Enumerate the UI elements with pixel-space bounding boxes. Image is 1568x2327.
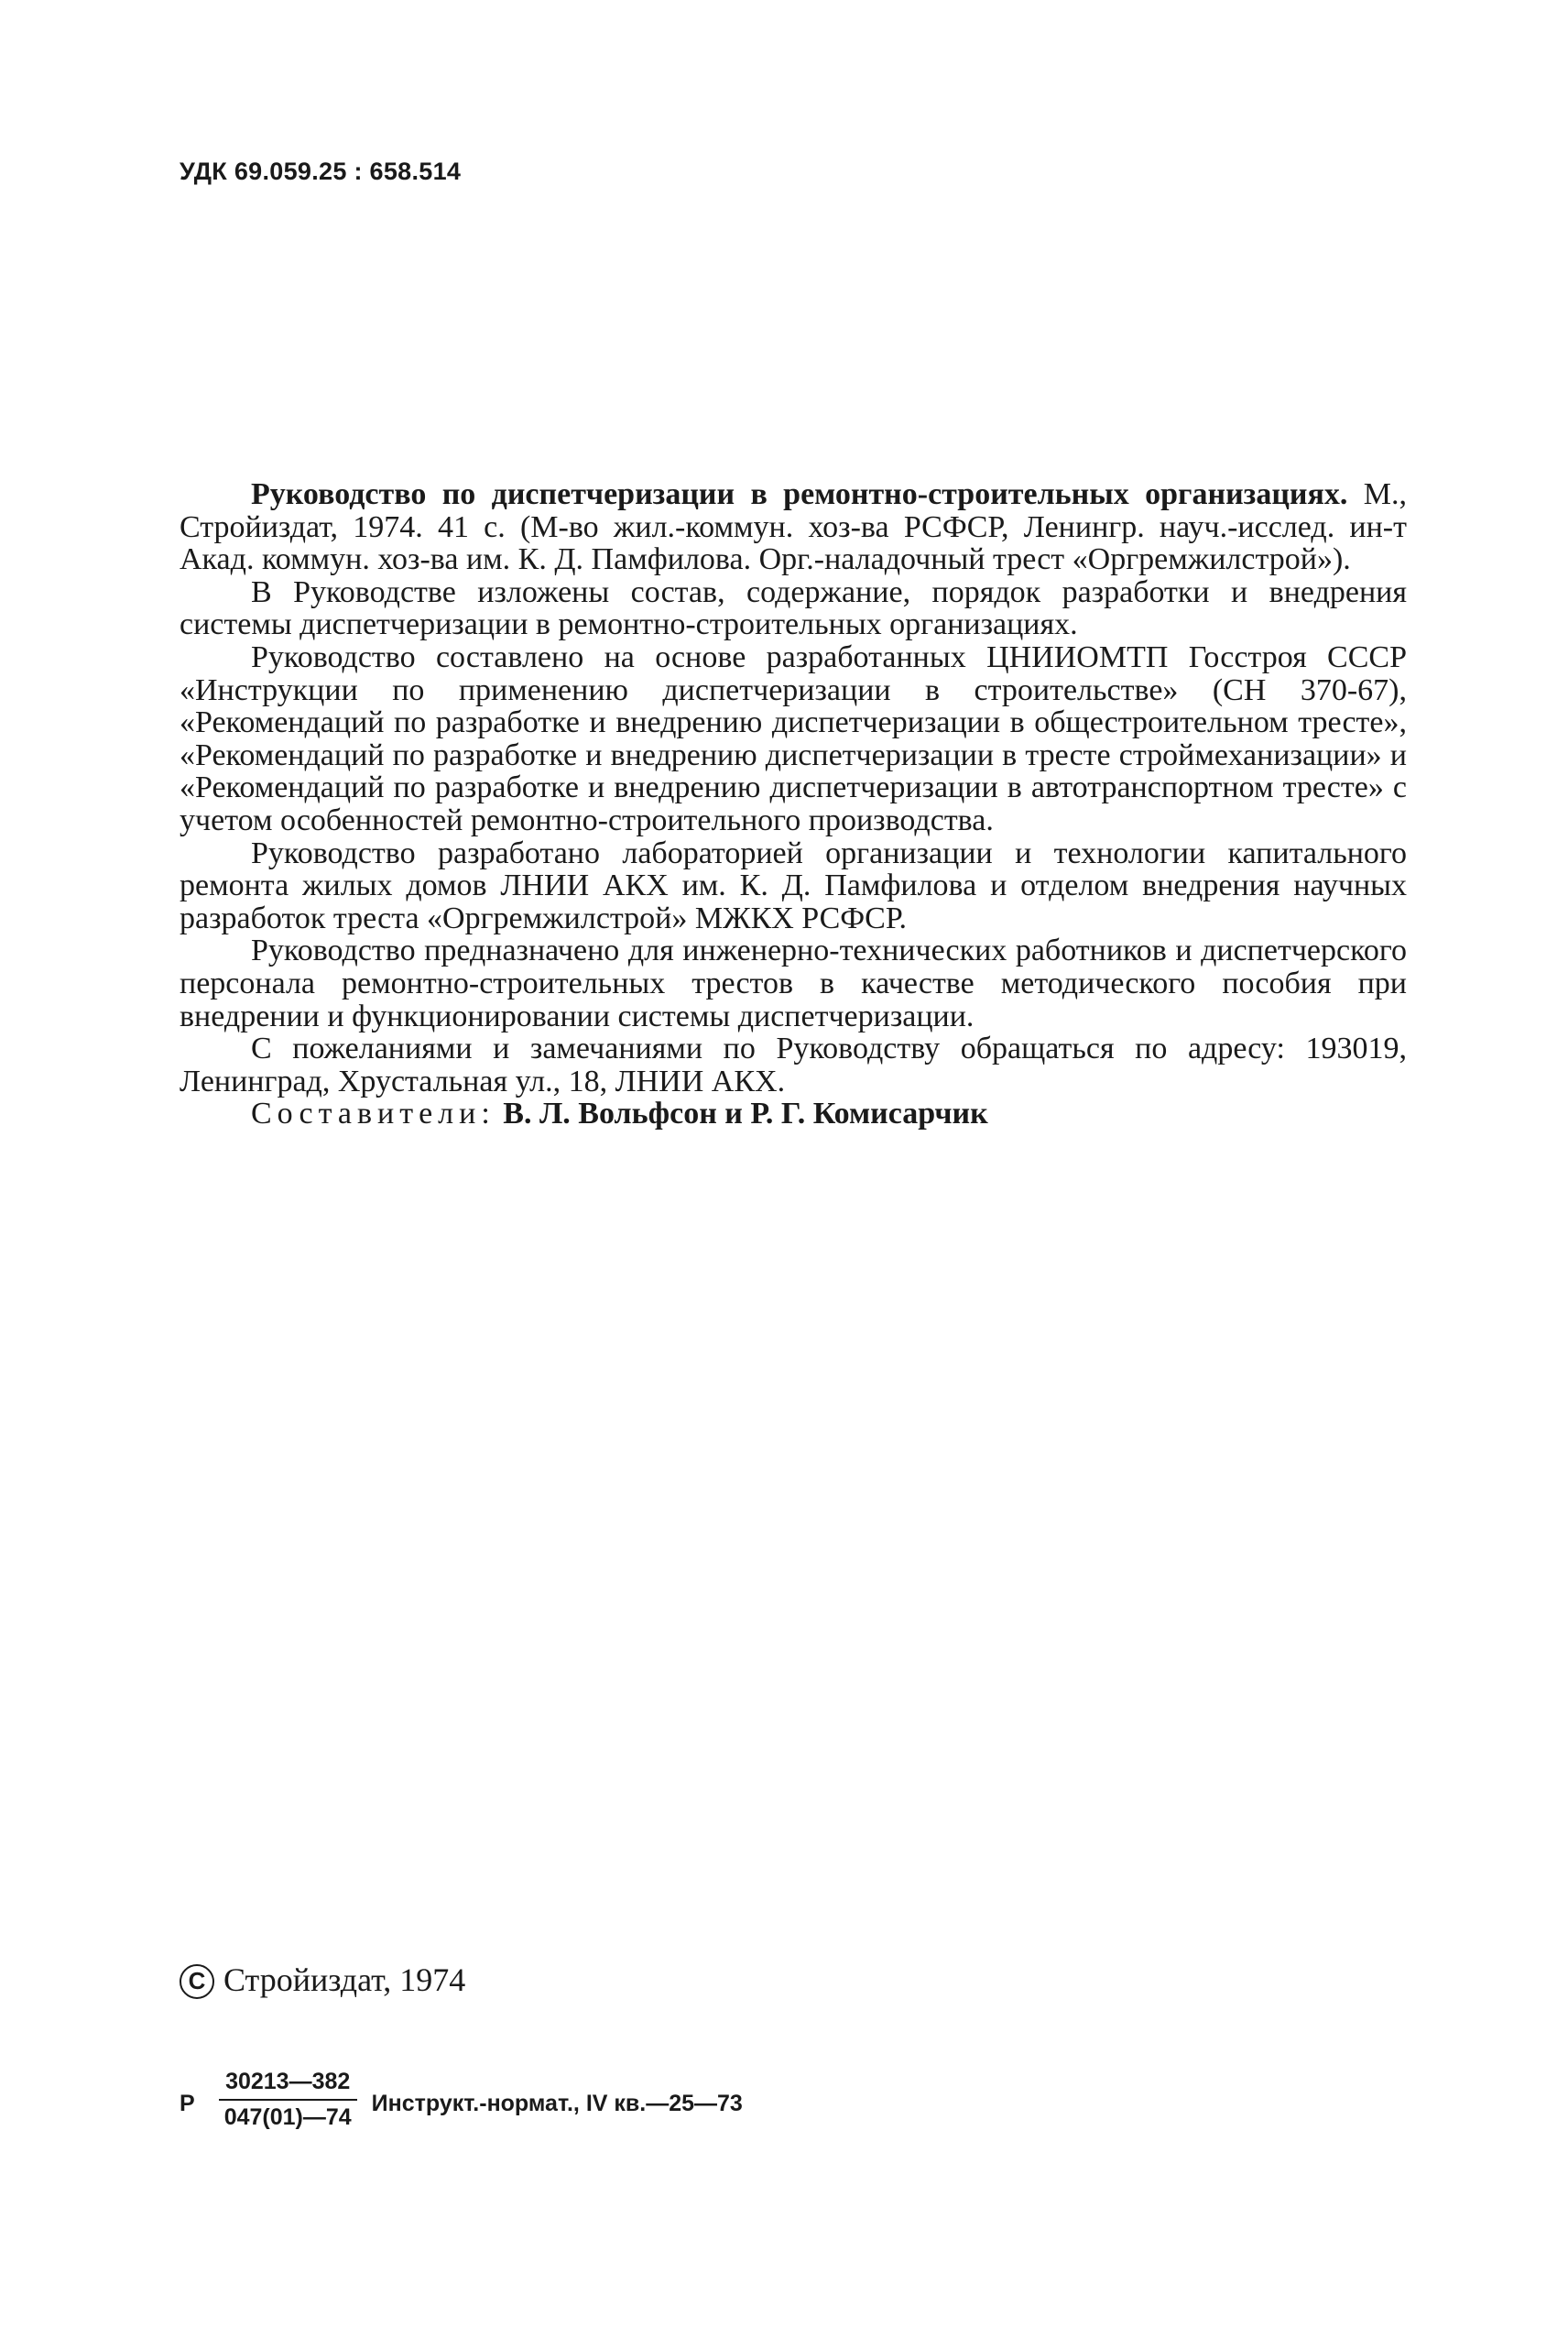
pubcode-fraction xyxy=(219,2069,357,2131)
copyright-text: Стройиздат, 1974 xyxy=(223,1961,466,1998)
compilers-names: В. Л. Вольфсон и Р. Г. Комисарчик xyxy=(503,1097,988,1131)
abstract-paragraph-3: Руководство составлено на основе разработанных ЦНИИОМТП Госстроя СССР «Инструкции по применению диспетчеризации в строительстве» (СН 370-67), «Рекомендаций по разработке и внедрению диспетчеризации в общестроительном тресте», «Рекомендаций по разработке и внедрению диспетчеризации в тресте строймеханизации» и «Рекомендаций по разработке и внедрению диспетчеризации в автотранспортном тресте» с учетом особенностей ремонтно-строительного производства. xyxy=(180,639,1407,837)
abstract-title-paragraph xyxy=(180,478,1407,576)
compilers-line xyxy=(180,1098,1407,1131)
abstract-paragraph-5: Руководство предназначено для инженерно-технических работников и диспетчерского персонала ремонтно-строительных трестов в качестве методического пособия при внедрении и функционировании системы диспетчеризации. xyxy=(180,934,1407,1033)
abstract-paragraph-6: С пожеланиями и замечаниями по Руководству обращаться по адресу: 193019, Ленинград, Хрустальная ул., 18, ЛНИИ АКХ. xyxy=(180,1032,1407,1098)
abstract-title: Руководство по диспетчеризации в ремонтно-строительных организациях. xyxy=(251,477,1348,511)
copyright-icon: C xyxy=(180,1964,214,1999)
pubcode-rest: Инструкт.-нормат., IV кв.—25—73 xyxy=(371,2090,743,2116)
pubcode-denominator: 047(01)—74 xyxy=(223,2104,352,2130)
publication-code xyxy=(180,2069,743,2131)
abstract-bibliographic: М., Стройиздат, 1974. 41 с. (М-во жил.-коммун. хоз-ва РСФСР, Ленингр. науч.-исслед. ин-т Акад. коммун. хоз-ва им. К. Д. Памфилова. Орг.-наладочный трест «Оргремжилстрой»). xyxy=(180,477,1407,577)
abstract-paragraph-2: В Руководстве изложены состав, содержание, порядок разработки и внедрения системы диспетчеризации в ремонтно-строительных организациях. xyxy=(180,574,1407,642)
compilers-label: Составители: xyxy=(251,1097,495,1131)
pubcode-letter: Р xyxy=(180,2090,195,2116)
abstract-block xyxy=(180,478,1407,1131)
abstract-paragraph-4: Руководство разработано лабораторией организации и технологии капитального ремонта жилых домов ЛНИИ АКХ им. К. Д. Памфилова и отделом внедрения научных разработок треста «Оргремжилстрой» МЖКХ РСФСР. xyxy=(180,836,1407,935)
pubcode-numerator: 30213—382 xyxy=(225,2069,351,2094)
udk-code: УДК 69.059.25 : 658.514 xyxy=(180,158,462,185)
copyright-line xyxy=(180,1961,465,1999)
